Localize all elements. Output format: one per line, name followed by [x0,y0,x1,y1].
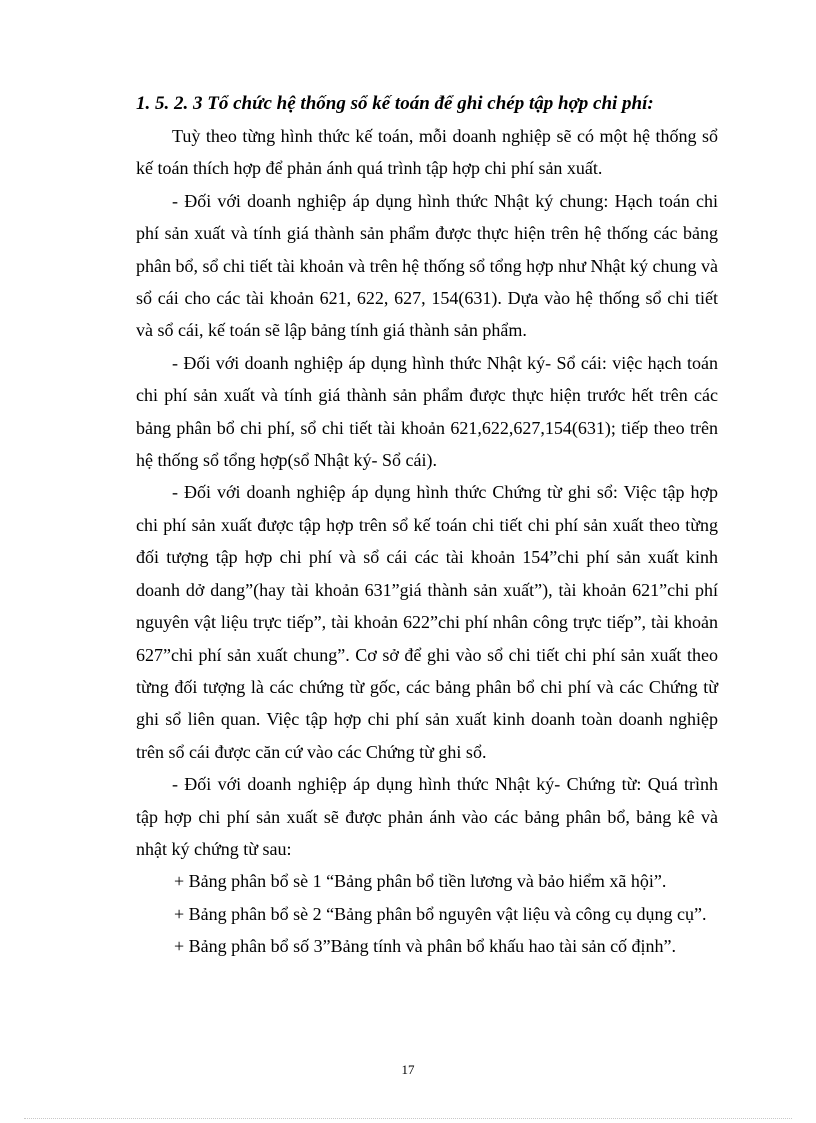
list-item: + Bảng phân bổ sè 1 “Bảng phân bổ tiền lương và bảo hiểm xã hội”. [174,871,667,892]
paragraph-nhat-ky-chung-tu: - Đối với doanh nghiệp áp dụng hình thức Nhật ký- Chứng từ: Quá trình tập hợp chi phí sản xuất sẽ được phản ánh vào các bảng phân bổ, bảng kê và nhật ký chứng từ sau: [136,774,718,859]
section-heading: 1. 5. 2. 3 Tổ chức hệ thống sổ kế toán để ghi chép tập hợp chi phí: [136,93,654,114]
paragraph-nhat-ky-chung: - Đối với doanh nghiệp áp dụng hình thức Nhật ký chung: Hạch toán chi phí sản xuất và tính giá thành sản phẩm được thực hiện trên hệ thống các bảng phân bổ, sổ chi tiết tài khoản và trên hệ thống sổ tổng hợp như Nhật ký chung và sổ cái cho các tài khoản 621, 622, 627, 154(631). Dựa vào hệ thống sổ chi tiết và sổ cái, kế toán sẽ lập bảng tính giá thành sản phẩm. [136,190,718,341]
page-content [136,88,718,963]
page-bottom-divider [24,1118,792,1119]
page-number: 17 [401,1062,415,1077]
list-item: + Bảng phân bổ số 3”Bảng tính và phân bổ khấu hao tài sản cố định”. [174,936,677,957]
paragraph-intro: Tuỳ theo từng hình thức kế toán, mỗi doanh nghiệp sẽ có một hệ thống sổ kế toán thích hợp để phản ánh quá trình tập hợp chi phí sản xuất. [136,126,718,179]
paragraph-chung-tu-ghi-so: - Đối với doanh nghiệp áp dụng hình thức Chứng từ ghi sổ: Việc tập hợp chi phí sản xuất được tập hợp trên sổ kế toán chi tiết chi phí sản xuất theo từng đối tượng tập hợp chi phí và sổ cái các tài khoản 154”chi phí sản xuất kinh doanh dở dang”(hay tài khoản 631”giá thành sản xuất”), tài khoản 621”chi phí nguyên vật liệu trực tiếp”, tài khoản 622”chi phí nhân công trực tiếp”, tài khoản 627”chi phí sản xuất chung”. Cơ sở để ghi vào sổ chi tiết chi phí sản xuất theo từng đối tượng là các chứng từ gốc, các bảng phân bổ chi phí và các Chứng từ ghi sổ liên quan. Việc tập hợp chi phí sản xuất kinh doanh toàn doanh nghiệp trên sổ cái được căn cứ vào các Chứng từ ghi sổ. [136,482,718,762]
paragraph-nhat-ky-so-cai: - Đối với doanh nghiệp áp dụng hình thức Nhật ký- Sổ cái: việc hạch toán chi phí sản xuất và tính giá thành sản phẩm được thực hiện trước hết trên các bảng phân bổ chi phí, sổ chi tiết tài khoản 621,622,627,154(631); tiếp theo trên hệ thống sổ tổng hợp(sổ Nhật ký- Sổ cái). [136,352,718,471]
list-item: + Bảng phân bổ sè 2 “Bảng phân bổ nguyên vật liệu và công cụ dụng cụ”. [174,903,707,924]
